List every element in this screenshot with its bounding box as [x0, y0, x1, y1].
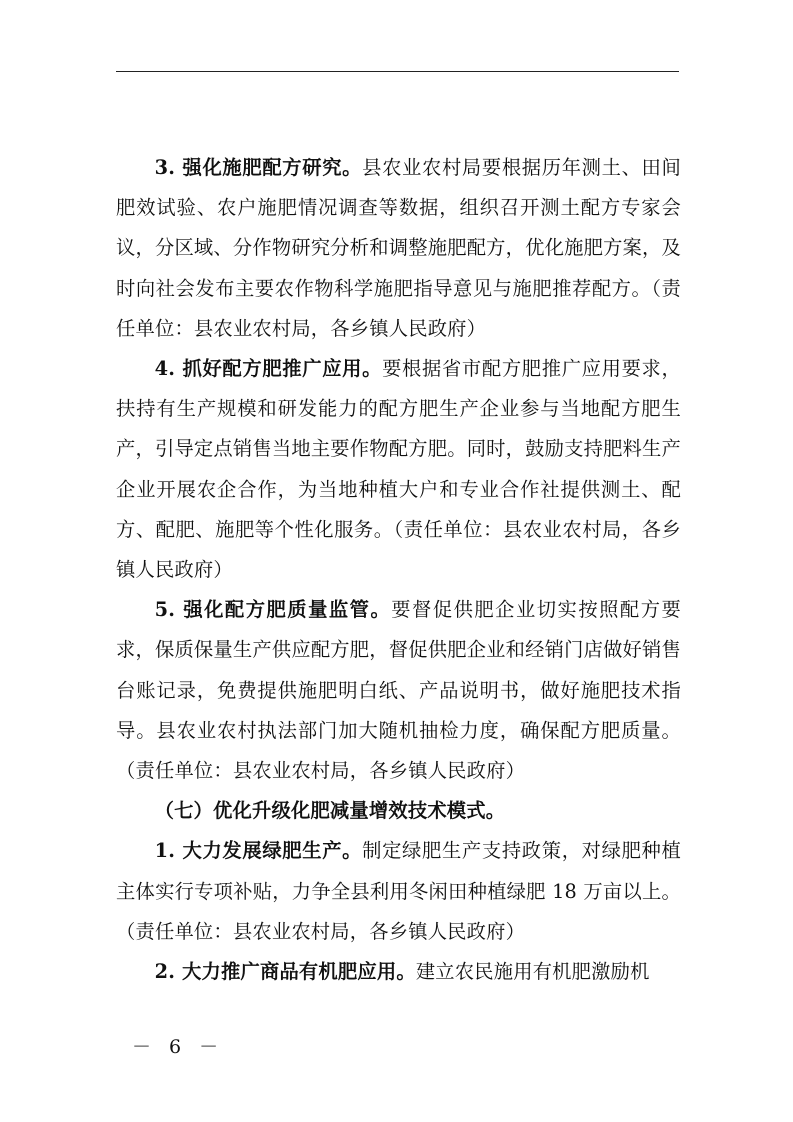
- page-number: － 6 －: [132, 1036, 225, 1058]
- paragraph-lead: 2. 大力推广商品有机肥应用。: [154, 960, 416, 984]
- paragraph-text: 县农业农村局要根据历年测土、田间肥效试验、农户施肥情况调查等数据，组织召开测土配方专家会议，分区域、分作物研究分析和调整施肥配方，优化施肥方案，及时向社会发布主要农作物科学施肥指导意见与施肥推荐配方。（责任单位：县农业农村局，各乡镇人民政府）: [116, 156, 681, 340]
- paragraph-lead: 4. 抓好配方肥推广应用。: [154, 357, 383, 381]
- paragraph-item-4: [116, 349, 681, 590]
- paragraph-item-1: [116, 831, 681, 952]
- paragraph-text: 制定绿肥生产支持政策，对绿肥种植主体实行专项补贴，力争全县利用冬闲田种植绿肥 18 万亩以上。（责任单位：县农业农村局，各乡镇人民政府）: [116, 839, 681, 943]
- paragraph-text: 要根据省市配方肥推广应用要求，扶持有生产规模和研发能力的配方肥生产企业参与当地配方肥生产，引导定点销售当地主要作物配方肥。同时，鼓励支持肥料生产企业开展农企合作，为当地种植大户和专业合作社提供测土、配方、配肥、施肥等个性化服务。（责任单位：县农业农村局，各乡镇人民政府）: [116, 357, 681, 582]
- document-body: [116, 148, 681, 992]
- paragraph-lead: 3. 强化施肥配方研究。: [154, 156, 363, 179]
- paragraph-item-2: [116, 952, 681, 992]
- paragraph-text: 要督促供肥企业切实按照配方要求，保质保量生产供应配方肥，督促供肥企业和经销门店做好销售台账记录，免费提供施肥明白纸、产品说明书，做好施肥技术指导。县农业农村执法部门加大随机抽检力度，确保配方肥质量。（责任单位：县农业农村局，各乡镇人民政府）: [116, 598, 681, 783]
- paragraph-item-3: [116, 148, 681, 349]
- header-rule: [116, 71, 679, 72]
- paragraph-item-5: [116, 590, 681, 791]
- section-heading: （七）优化升级化肥减量增效技术模式。: [154, 799, 506, 823]
- paragraph-lead: 1. 大力发展绿肥生产。: [154, 839, 363, 863]
- paragraph-lead: 5. 强化配方肥质量监管。: [154, 598, 392, 622]
- paragraph-text: 建立农民施用有机肥激励机: [415, 960, 650, 984]
